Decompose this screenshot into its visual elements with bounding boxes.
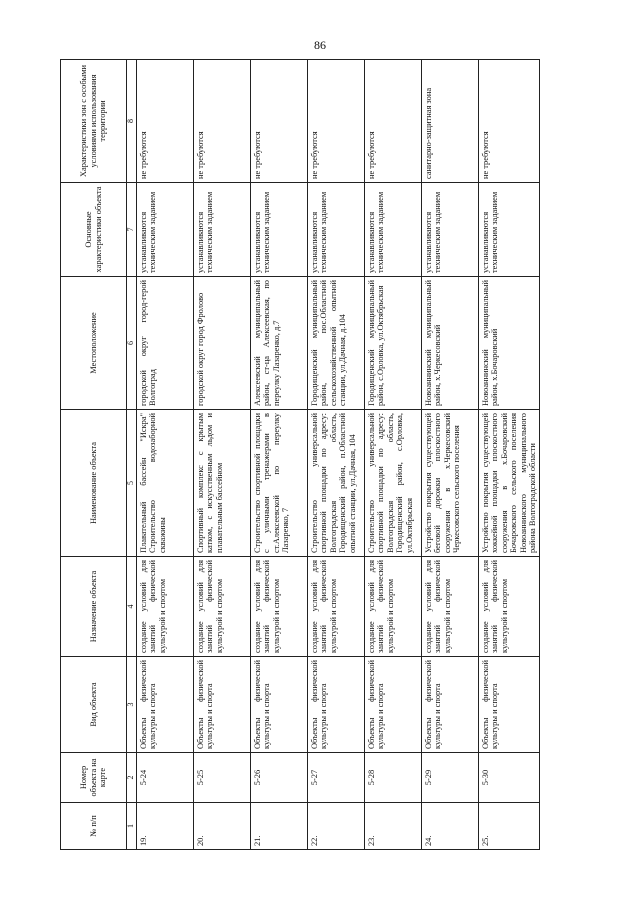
object-kind: Объекты физической культуры и спорта bbox=[364, 657, 421, 753]
header-cell: Основные характеристики объекта bbox=[61, 183, 127, 277]
row-number: 19. bbox=[136, 803, 193, 850]
column-number: 7 bbox=[127, 183, 137, 277]
object-kind: Объекты физической культуры и спорта bbox=[478, 657, 539, 753]
column-number: 4 bbox=[127, 557, 137, 657]
column-number: 1 bbox=[127, 803, 137, 850]
header-row bbox=[61, 60, 127, 850]
objects-table bbox=[60, 59, 540, 850]
map-object-id: 5-28 bbox=[364, 753, 421, 803]
object-kind: Объекты физической культуры и спорта bbox=[136, 657, 193, 753]
object-location: Новоаннинский муниципальный район, х.Бочаровский bbox=[478, 277, 539, 410]
object-location: Городищенский муниципальный район, с.Орловка, ул.Октябрьская bbox=[364, 277, 421, 410]
object-kind: Объекты физической культуры и спорта bbox=[421, 657, 478, 753]
table-row bbox=[364, 60, 421, 850]
object-zones: не требуются bbox=[250, 60, 307, 183]
object-name: Строительство универсальной спортивной площадки по адресу: Волгоградская область, Городищенский район, п.Областной опытной станции, ул.Дачная, 104 bbox=[307, 410, 364, 557]
object-name: Устройство покрытия существующей беговой дорожки плоскостного сооружения в х.Черкесовский Черкесовского сельского поселения bbox=[421, 410, 478, 557]
object-location: Новоаннинский муниципальный район, х.Черкесовский bbox=[421, 277, 478, 410]
object-purpose: создание условий для занятий физической культурой и спортом bbox=[193, 557, 250, 657]
object-name: Строительство спортивной площадки с уличными тренажерами в ст.Алексеевской по переулку Лазаренко, 7 bbox=[250, 410, 307, 557]
map-object-id: 5-24 bbox=[136, 753, 193, 803]
row-number: 21. bbox=[250, 803, 307, 850]
object-name: Спортивный комплекс с крытым катком, с искусственным льдом и плавательным бассейном bbox=[193, 410, 250, 557]
object-purpose: создание условий для занятий физической культурой и спортом bbox=[364, 557, 421, 657]
object-zones: не требуются bbox=[307, 60, 364, 183]
rotated-table-container bbox=[60, 60, 580, 850]
header-cell: Номер объекта на карте bbox=[61, 753, 127, 803]
object-name: Плавательный бассейн "Искра" Строительство водозаборной скважины bbox=[136, 410, 193, 557]
header-cell: Наименование объекта bbox=[61, 410, 127, 557]
map-object-id: 5-29 bbox=[421, 753, 478, 803]
map-object-id: 5-27 bbox=[307, 753, 364, 803]
table-row bbox=[136, 60, 193, 850]
object-purpose: создание условий для занятий физической культурой и спортом bbox=[478, 557, 539, 657]
table-row bbox=[250, 60, 307, 850]
table-row bbox=[421, 60, 478, 850]
object-specs: устанавливаются техническим заданием bbox=[136, 183, 193, 277]
object-location: Городищенский муниципальный район, пос.Областной сельскохозяйственной опытной станции, ул.Дачная, д.104 bbox=[307, 277, 364, 410]
object-purpose: создание условий для занятий физической культурой и спортом bbox=[421, 557, 478, 657]
object-zones: санитарно-защитная зона bbox=[421, 60, 478, 183]
header-cell: Характеристики зон с особыми условиями использования территории bbox=[61, 60, 127, 183]
header-cell: Назначение объекта bbox=[61, 557, 127, 657]
object-specs: устанавливаются техническим заданием bbox=[250, 183, 307, 277]
object-name: Устройство покрытия существующей хоккейной площадки плоскостного сооружения в х.Бочаровский Бочаровского сельского поселения Новоаннинского муниципального района Волгоградской области bbox=[478, 410, 539, 557]
object-zones: не требуются bbox=[478, 60, 539, 183]
header-cell: № п/п bbox=[61, 803, 127, 850]
table-row bbox=[307, 60, 364, 850]
object-kind: Объекты физической культуры и спорта bbox=[193, 657, 250, 753]
column-number: 6 bbox=[127, 277, 137, 410]
column-number-row bbox=[127, 60, 137, 850]
map-object-id: 5-26 bbox=[250, 753, 307, 803]
object-name: Строительство универсальной спортивной площадки по адресу: Волгоградская область, Городищенский район, с.Орловка, ул.Октябрьская bbox=[364, 410, 421, 557]
object-specs: устанавливаются техническим заданием bbox=[193, 183, 250, 277]
column-number: 8 bbox=[127, 60, 137, 183]
object-kind: Объекты физической культуры и спорта bbox=[250, 657, 307, 753]
page-number: 86 bbox=[314, 38, 326, 52]
table-row bbox=[478, 60, 539, 850]
object-purpose: создание условий для занятий физической культурой и спортом bbox=[136, 557, 193, 657]
row-number: 20. bbox=[193, 803, 250, 850]
object-zones: не требуются bbox=[193, 60, 250, 183]
row-number: 24. bbox=[421, 803, 478, 850]
header-cell: Вид объекта bbox=[61, 657, 127, 753]
row-number: 23. bbox=[364, 803, 421, 850]
object-location: городской округ город Фролово bbox=[193, 277, 250, 410]
map-object-id: 5-30 bbox=[478, 753, 539, 803]
column-number: 3 bbox=[127, 657, 137, 753]
object-kind: Объекты физической культуры и спорта bbox=[307, 657, 364, 753]
object-purpose: создание условий для занятий физической культурой и спортом bbox=[250, 557, 307, 657]
object-location: городской округ город-герой Волгоград bbox=[136, 277, 193, 410]
map-object-id: 5-25 bbox=[193, 753, 250, 803]
object-specs: устанавливаются техническим заданием bbox=[364, 183, 421, 277]
table-row bbox=[193, 60, 250, 850]
object-specs: устанавливаются техническим заданием bbox=[478, 183, 539, 277]
column-number: 2 bbox=[127, 753, 137, 803]
header-cell: Местоположение bbox=[61, 277, 127, 410]
object-specs: устанавливаются техническим заданием bbox=[307, 183, 364, 277]
object-location: Алексеевский муниципальный район, ст-ца Алексеевская, по переулку Лазаренко, д.7 bbox=[250, 277, 307, 410]
column-number: 5 bbox=[127, 410, 137, 557]
object-specs: устанавливаются техническим заданием bbox=[421, 183, 478, 277]
row-number: 25. bbox=[478, 803, 539, 850]
row-number: 22. bbox=[307, 803, 364, 850]
object-zones: не требуются bbox=[136, 60, 193, 183]
object-zones: не требуются bbox=[364, 60, 421, 183]
object-purpose: создание условий для занятий физической культурой и спортом bbox=[307, 557, 364, 657]
